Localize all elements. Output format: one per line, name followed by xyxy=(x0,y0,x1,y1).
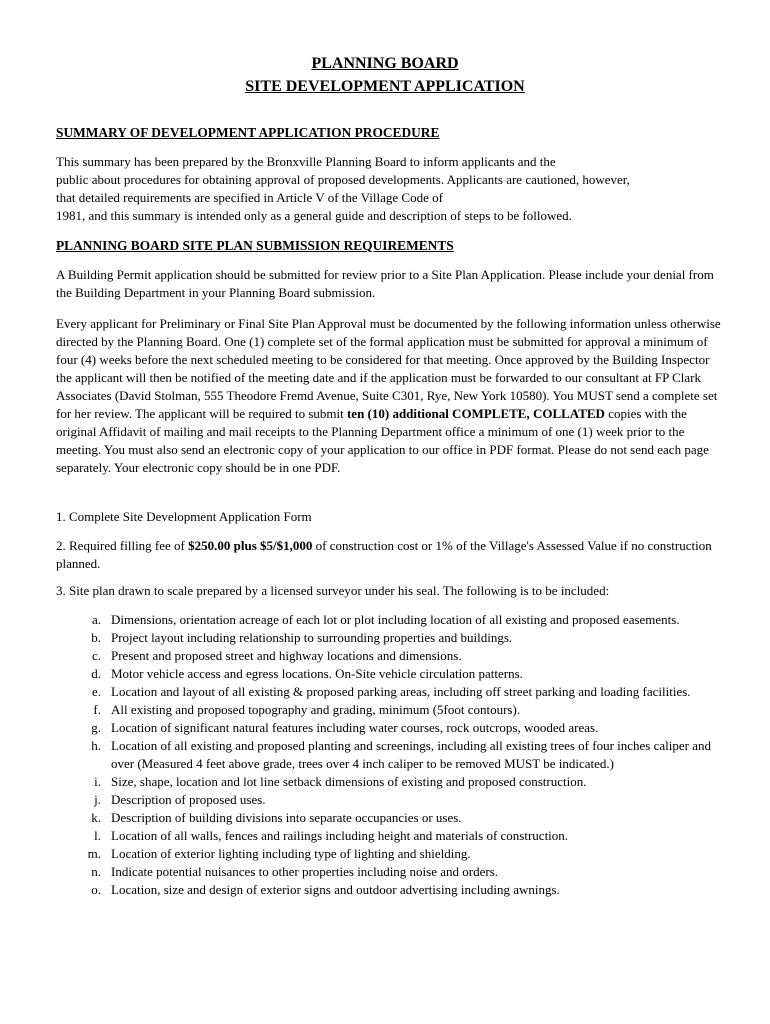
requirement-item-2 xyxy=(56,537,726,573)
requirements-paragraph-1 xyxy=(56,266,726,302)
list-item-text: Location of exterior lighting including type of lighting and shielding. xyxy=(111,846,471,861)
summary-heading: SUMMARY OF DEVELOPMENT APPLICATION PROCEDURE xyxy=(56,125,440,140)
list-item xyxy=(56,863,726,881)
list-item-text: Description of proposed uses. xyxy=(111,792,266,807)
list-item-text: Location, size and design of exterior signs and outdoor advertising including awnings. xyxy=(111,882,560,897)
requirement-item-1 xyxy=(56,508,726,526)
list-item-text: Motor vehicle access and egress locations. On-Site vehicle circulation patterns. xyxy=(111,666,523,681)
paragraph-text-part: Every applicant for Preliminary or Final Site Plan Approval must be documented by the following information unless otherwise directed by the Planning Board. One (1) complete set of the formal application must be submitted for approval a minimum of four (4) weeks before the next scheduled meeting to be considered for that meeting. Once approved by the Building Inspector the applicant will then be notified of the meeting date and if the application must be forwarded to our consultant at FP Clark Associates (David Stolman, 555 Theodore Fremd Avenue, Suite C301, Rye, New York 10580). You MUST send a complete set for her review. The applicant will be required to submit xyxy=(56,316,721,421)
list-item xyxy=(56,773,726,791)
item-text: 3. Site plan drawn to scale prepared by a licensed surveyor under his seal. The following is to be included: xyxy=(56,583,610,598)
list-item xyxy=(56,701,726,719)
list-marker: l. xyxy=(94,828,101,843)
list-item-text: Description of building divisions into separate occupancies or uses. xyxy=(111,810,462,825)
list-marker: o. xyxy=(91,882,101,897)
summary-paragraph xyxy=(56,153,726,225)
list-item-text: Project layout including relationship to surrounding properties and buildings. xyxy=(111,630,513,645)
list-marker: f. xyxy=(93,702,101,717)
list-marker: d. xyxy=(91,666,101,681)
emphasis-text: ten (10) additional COMPLETE, COLLATED xyxy=(346,406,605,421)
list-item xyxy=(56,791,726,809)
summary-line: 1981, and this summary is intended only as a general guide and description of steps to be followed. xyxy=(56,208,572,223)
list-item xyxy=(56,629,726,647)
list-marker: g. xyxy=(91,720,101,735)
list-marker: a. xyxy=(91,612,101,627)
list-marker: k. xyxy=(91,810,101,825)
list-marker: j. xyxy=(94,792,101,807)
item-text-part: 2. Required filling fee of xyxy=(56,538,189,553)
site-plan-checklist xyxy=(56,611,726,899)
list-item-text: Location and layout of all existing & proposed parking areas, including off street parking and loading facilities. xyxy=(111,684,691,699)
requirements-paragraph-2 xyxy=(56,315,726,477)
list-marker: h. xyxy=(91,738,101,753)
page-subtitle: SITE DEVELOPMENT APPLICATION xyxy=(245,78,525,95)
page-title: PLANNING BOARD xyxy=(311,55,459,72)
list-item-text: Location of all existing and proposed planting and screenings, including all existing trees of four inches caliper and over (Measured 4 feet above grade, trees over 4 inch caliper to be removed MUST be indicated.) xyxy=(111,738,711,771)
list-item xyxy=(56,647,726,665)
list-item xyxy=(56,827,726,845)
summary-line: that detailed requirements are specified in Article V of the Village Code of xyxy=(56,190,443,205)
fee-amount: $250.00 plus $5/$1,000 xyxy=(188,538,313,553)
list-item-text: Indicate potential nuisances to other properties including noise and orders. xyxy=(111,864,498,879)
summary-line: public about procedures for obtaining approval of proposed developments. Applicants are cautioned, however, xyxy=(56,172,630,187)
list-item xyxy=(56,881,726,899)
summary-line: This summary has been prepared by the Bronxville Planning Board to inform applicants and the xyxy=(56,154,556,169)
requirement-item-3 xyxy=(56,582,726,600)
list-item xyxy=(56,683,726,701)
list-item xyxy=(56,809,726,827)
paragraph-text-part: copies with the original Affidavit of mailing and mail receipts to the Planning Department office a minimum of one (1) week prior to the meeting. You must also send an electronic copy of your application to our office in PDF format. Please do not send each page separately. Your electronic copy should be in one PDF. xyxy=(56,406,709,475)
list-item xyxy=(56,611,726,629)
list-item xyxy=(56,665,726,683)
list-marker: i. xyxy=(94,774,101,789)
list-item xyxy=(56,845,726,863)
list-item-text: Size, shape, location and lot line setback dimensions of existing and proposed construction. xyxy=(111,774,587,789)
paragraph-text: A Building Permit application should be submitted for review prior to a Site Plan Application. Please include your denial from the Building Department in your Planning Board submission. xyxy=(56,267,714,300)
item-text: 1. Complete Site Development Application Form xyxy=(56,509,312,524)
list-item-text: Dimensions, orientation acreage of each lot or plot including location of all existing and proposed easements. xyxy=(111,612,680,627)
item-text xyxy=(56,537,726,573)
requirements-heading: PLANNING BOARD SITE PLAN SUBMISSION REQUIREMENTS xyxy=(56,238,454,253)
list-item xyxy=(56,737,726,773)
list-item-text: Location of all walls, fences and railings including height and materials of construction. xyxy=(111,828,569,843)
list-item-text: Present and proposed street and highway locations and dimensions. xyxy=(111,648,462,663)
list-item-text: Location of significant natural features including water courses, rock outcrops, wooded areas. xyxy=(111,720,599,735)
list-marker: b. xyxy=(91,630,101,645)
list-marker: c. xyxy=(91,648,101,663)
item-text-part: of construction cost or 1% of the Village's Assessed Value if no construction planned. xyxy=(56,538,712,571)
list-marker: m. xyxy=(87,846,101,861)
list-item-text: All existing and proposed topography and grading, minimum (5foot contours). xyxy=(111,702,521,717)
list-item xyxy=(56,719,726,737)
list-marker: e. xyxy=(91,684,101,699)
list-marker: n. xyxy=(91,864,101,879)
paragraph-text xyxy=(56,315,726,477)
